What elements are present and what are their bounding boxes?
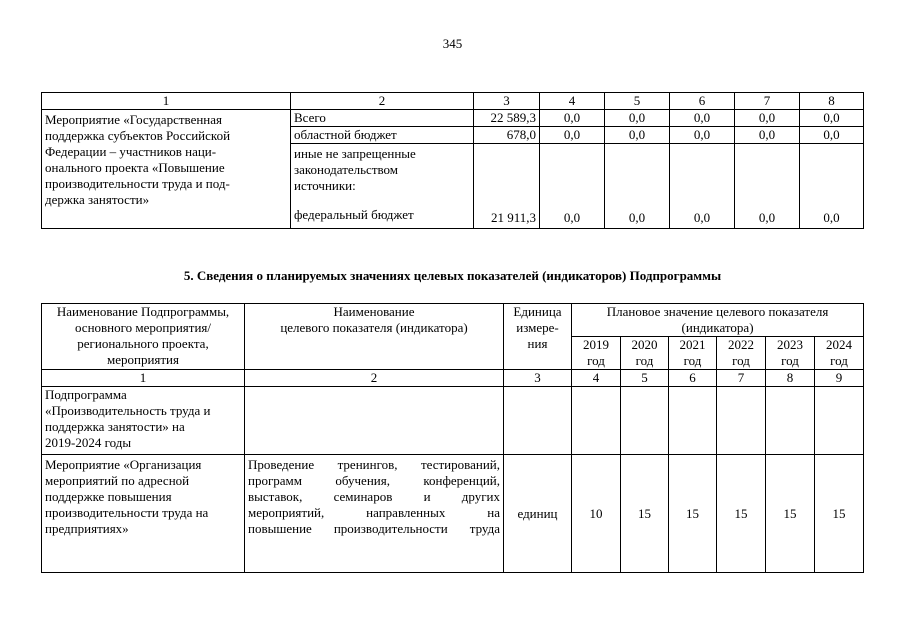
col-number: 8 [766,370,815,387]
empty-cell [669,387,717,455]
value-cell: 0,0 [605,127,670,144]
header-indicator [245,304,504,370]
year: 2022 [728,337,754,352]
year: 2023 [777,337,803,352]
value-cell: 0,0 [605,144,670,229]
value-cell: 0,0 [540,127,605,144]
value-cell: 0,0 [670,127,735,144]
year-cell [669,337,717,370]
value-cell: 10 [572,455,621,573]
indicator-line: мероприятий, направленных на [248,505,500,520]
empty-cell [621,387,669,455]
year-unit: год [683,353,702,368]
subprogram-line: Подпрограмма [45,387,127,402]
indicator-line: Проведение тренингов, тестирований, [248,457,500,472]
value-cell: 678,0 [474,127,540,144]
funding-table [41,92,864,229]
year-cell [621,337,669,370]
event-name-line: онального проекта «Повышение [45,160,225,175]
value-cell: 0,0 [735,110,800,127]
col-number: 4 [540,93,605,110]
col-number: 1 [42,370,245,387]
col-number: 5 [605,93,670,110]
empty-cell [245,387,504,455]
col-number: 6 [669,370,717,387]
source-label-line: иные не запрещенные [294,146,416,161]
subprogram-line: «Производительность труда и [45,403,211,418]
year-cell [717,337,766,370]
table-row [42,387,864,455]
unit-cell: единиц [504,455,572,573]
indicators-table [41,303,864,573]
event-name-cell [42,110,291,229]
year-unit: год [635,353,654,368]
header-line: основного мероприятия/ [74,320,212,335]
value-cell: 0,0 [540,144,605,229]
source-label: Всего [291,110,474,127]
source-label [291,144,474,229]
header-line: Наименование Подпрограммы, [56,304,230,319]
header-line: Наименование [333,304,415,319]
year-cell [572,337,621,370]
column-numbers-row [42,370,864,387]
page-number: 345 [442,36,463,51]
value-cell: 0,0 [800,144,864,229]
event-line: мероприятий по адресной [45,473,190,488]
col-number: 7 [717,370,766,387]
year-cell [766,337,815,370]
header-line: целевого показателя (индикатора) [280,320,468,335]
event-line: поддержке повышения [45,489,172,504]
value-cell: 0,0 [670,144,735,229]
value-cell: 15 [815,455,864,573]
table-header-row [42,304,864,337]
event-name-line: держка занятости» [45,192,150,207]
value-cell: 15 [621,455,669,573]
col-number: 8 [800,93,864,110]
section-heading: 5. Сведения о планируемых значениях целевых показателей (индикаторов) Подпрограммы [183,268,722,283]
year-cell [815,337,864,370]
header-subprogram [42,304,245,370]
header-line: измере- [516,320,559,335]
col-number: 3 [504,370,572,387]
value-cell: 0,0 [605,110,670,127]
col-number: 9 [815,370,864,387]
event-name-line: Мероприятие «Государственная [45,112,223,127]
header-plan [572,304,864,337]
col-number: 1 [42,93,291,110]
year: 2019 [583,337,609,352]
col-number: 4 [572,370,621,387]
source-label-line: законодательством [294,162,399,177]
col-number: 5 [621,370,669,387]
subprogram-name [42,387,245,455]
year: 2020 [631,337,658,352]
value-cell: 15 [669,455,717,573]
value-cell: 15 [717,455,766,573]
header-line: регионального проекта, [77,336,209,351]
table-header-row [42,93,864,110]
event-line: предприятиях» [45,521,129,536]
empty-cell [766,387,815,455]
value-cell: 0,0 [800,110,864,127]
value-cell: 0,0 [735,127,800,144]
col-number: 6 [670,93,735,110]
value-cell: 0,0 [800,127,864,144]
indicator-line: программ обучения, конференций, [248,473,500,488]
year-unit: год [830,353,848,368]
event-name-line: производительности труда и под- [45,176,230,191]
event-name-line: поддержка субъектов Российской [45,128,231,143]
event-name [42,455,245,573]
value-cell: 21 911,3 [474,144,540,229]
year-unit: год [732,353,750,368]
subprogram-line: поддержка занятости» на [45,419,185,434]
empty-cell [572,387,621,455]
table-row [42,110,864,127]
empty-cell [815,387,864,455]
header-line: Плановое значение целевого показателя [606,304,829,319]
empty-cell [504,387,572,455]
year-unit: год [781,353,799,368]
header-line: мероприятия [106,352,179,367]
col-number: 7 [735,93,800,110]
year: 2024 [826,337,853,352]
event-line: производительности труда на [45,505,209,520]
indicator-line: повышение производительности труда [248,521,500,536]
col-number: 2 [245,370,504,387]
value-cell: 22 589,3 [474,110,540,127]
empty-cell [717,387,766,455]
value-cell: 0,0 [670,110,735,127]
year-unit: год [587,353,605,368]
subprogram-line: 2019-2024 годы [45,435,132,450]
source-label: областной бюджет [291,127,474,144]
indicator-name [245,455,504,573]
col-number: 3 [474,93,540,110]
event-line: Мероприятие «Организация [45,457,202,472]
value-cell: 0,0 [735,144,800,229]
value-cell: 15 [766,455,815,573]
indicator-line: выставок, семинаров и других [248,489,500,504]
year: 2021 [679,337,706,352]
col-number: 2 [291,93,474,110]
event-name-line: Федерации – участников наци- [45,144,217,159]
value-cell: 0,0 [540,110,605,127]
header-line: Единица [513,304,562,319]
header-line: (индикатора) [681,320,754,335]
header-unit [504,304,572,370]
federal-label: федеральный бюджет [294,207,414,222]
source-label-line: источники: [294,178,356,193]
header-line: ния [527,336,548,351]
table-row [42,455,864,573]
